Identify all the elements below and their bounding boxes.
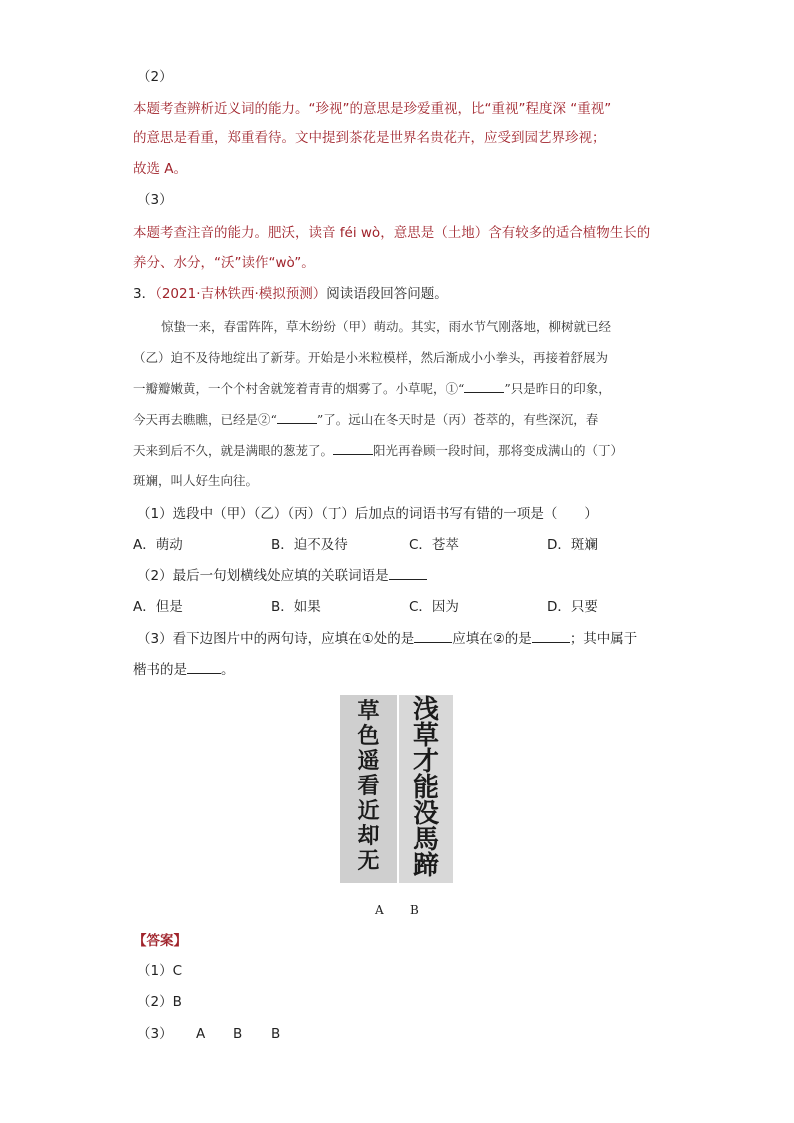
calligraphy-column-a <box>340 695 397 874</box>
calligraphy-char: 没 <box>412 799 439 829</box>
calligraphy-char: 能 <box>412 773 439 803</box>
passage-line-5 <box>133 442 623 460</box>
answer-part2-number: （2） <box>137 69 173 85</box>
passage-line-4 <box>133 411 598 429</box>
passage-line-6: 斑斓，叫人好生向往。 <box>133 473 259 488</box>
sub1-option-b: B．迫不及待 <box>271 537 348 553</box>
calligraphy-char: 遥 <box>357 748 380 774</box>
passage-line-4b: ”了。远山在冬天时是（丙）苍萃的，有些深沉，春 <box>316 412 599 427</box>
answer-3-value-3: B <box>271 1026 281 1042</box>
sub3-blank-3 <box>187 661 221 674</box>
answer-part2-line3: 故选 A。 <box>133 161 188 177</box>
answer-3-value-2: B <box>233 1026 243 1042</box>
passage-line-1: 惊蛰一来，春雷阵阵，草木纷纷（甲）萌动。其实，雨水节气刚落地，柳树就已经 <box>161 319 612 334</box>
sub2-option-d: D．只要 <box>547 599 598 615</box>
calligraphy-char: 无 <box>357 848 380 874</box>
answer-part3-line1: 本题考查注音的能力。肥沃，读音 féi wò，意思是（土地）含有较多的适合植物生长的 <box>133 225 651 241</box>
image-label-a: A <box>375 903 384 917</box>
sub2-option-c: C．因为 <box>409 599 459 615</box>
answer-2: （2）B <box>137 994 182 1010</box>
sub3-line2a: 楷书的是 <box>133 662 187 678</box>
calligraphy-char: 近 <box>357 798 380 824</box>
calligraphy-char: 草 <box>357 698 380 724</box>
answer-part3-line2: 养分、水分，“沃”读作“wò”。 <box>133 255 315 271</box>
answer-3-value-1: A <box>196 1026 206 1042</box>
sub3-line1c: ；其中属于 <box>569 631 638 647</box>
sub3-blank-1 <box>414 630 452 643</box>
passage-line-5a: 天来到后不久，就是满眼的葱茏了。 <box>133 443 334 458</box>
sub1-option-d: D．斑斓 <box>547 537 598 553</box>
passage-line-3 <box>133 380 611 398</box>
calligraphy-char: 才 <box>412 747 439 777</box>
answer-part3-number: （3） <box>137 192 173 208</box>
calligraphy-char: 色 <box>357 723 380 749</box>
sub2-text <box>137 567 427 585</box>
blank-2 <box>277 411 317 424</box>
question-header <box>133 285 448 303</box>
calligraphy-char: 却 <box>357 823 380 849</box>
passage-line-4a: 今天再去瞧瞧，已经是②“ <box>133 412 277 427</box>
passage-line-3b: ”只是昨日的印象， <box>504 381 611 396</box>
sub3-line2b: 。 <box>221 662 235 678</box>
answer-part2-line1: 本题考查辨析近义词的能力。“珍视”的意思是珍爱重视，比“重视”程度深 “重视” <box>133 101 612 117</box>
calligraphy-column-b <box>399 695 453 879</box>
calligraphy-image-b <box>399 695 453 883</box>
calligraphy-char: 看 <box>357 773 380 799</box>
sub2-prompt: （2）最后一句划横线处应填的关联词语是 <box>137 568 389 584</box>
calligraphy-char: 浅 <box>412 695 439 725</box>
sub1-text: （1）选段中（甲）（乙）（丙）（丁）后加点的词语书写有错的一项是（ ） <box>137 506 598 522</box>
passage-line-5b: 阳光再眷顾一段时间，那将变成满山的（丁） <box>373 443 624 458</box>
passage-line-2: （乙）迫不及待地绽出了新芽。开始是小米粒模样，然后渐成小小拳头，再接着舒展为 <box>133 350 609 365</box>
blank-1 <box>464 380 504 393</box>
sub1-option-a: A．萌动 <box>133 537 183 553</box>
sub2-option-a: A．但是 <box>133 599 183 615</box>
passage-line-3a: 一瓣瓣嫩黄，一个个村舍就笼着青青的烟雾了。小草呢，①“ <box>133 381 465 396</box>
sub3-line1 <box>137 630 637 648</box>
answer-1: （1）C <box>137 963 183 979</box>
answer-header: 【答案】 <box>133 933 187 949</box>
calligraphy-image-a <box>340 695 397 883</box>
question-prompt: 阅读语段回答问题。 <box>326 286 448 302</box>
answer-part2-line2: 的意思是看重，郑重看待。文中提到茶花是世界名贵花卉，应受到园艺界珍视； <box>133 130 606 146</box>
calligraphy-char: 馬 <box>412 825 439 855</box>
calligraphy-char: 草 <box>412 721 439 751</box>
sub1-option-c: C．苍萃 <box>409 537 459 553</box>
sub3-line2 <box>133 661 235 679</box>
sub3-blank-2 <box>532 630 570 643</box>
sub3-line1b: 应填在②的是 <box>452 631 532 647</box>
sub2-option-b: B．如果 <box>271 599 321 615</box>
calligraphy-char: 蹄 <box>412 851 439 881</box>
image-label-b: B <box>410 903 419 917</box>
sub2-blank <box>389 567 427 580</box>
question-number: 3． <box>133 286 156 302</box>
question-source: （2021·吉林铁西·模拟预测） <box>155 286 327 302</box>
answer-3-number: （3） <box>137 1026 173 1042</box>
blank-3 <box>333 442 373 455</box>
sub3-line1a: （3）看下边图片中的两句诗，应填在①处的是 <box>137 631 415 647</box>
